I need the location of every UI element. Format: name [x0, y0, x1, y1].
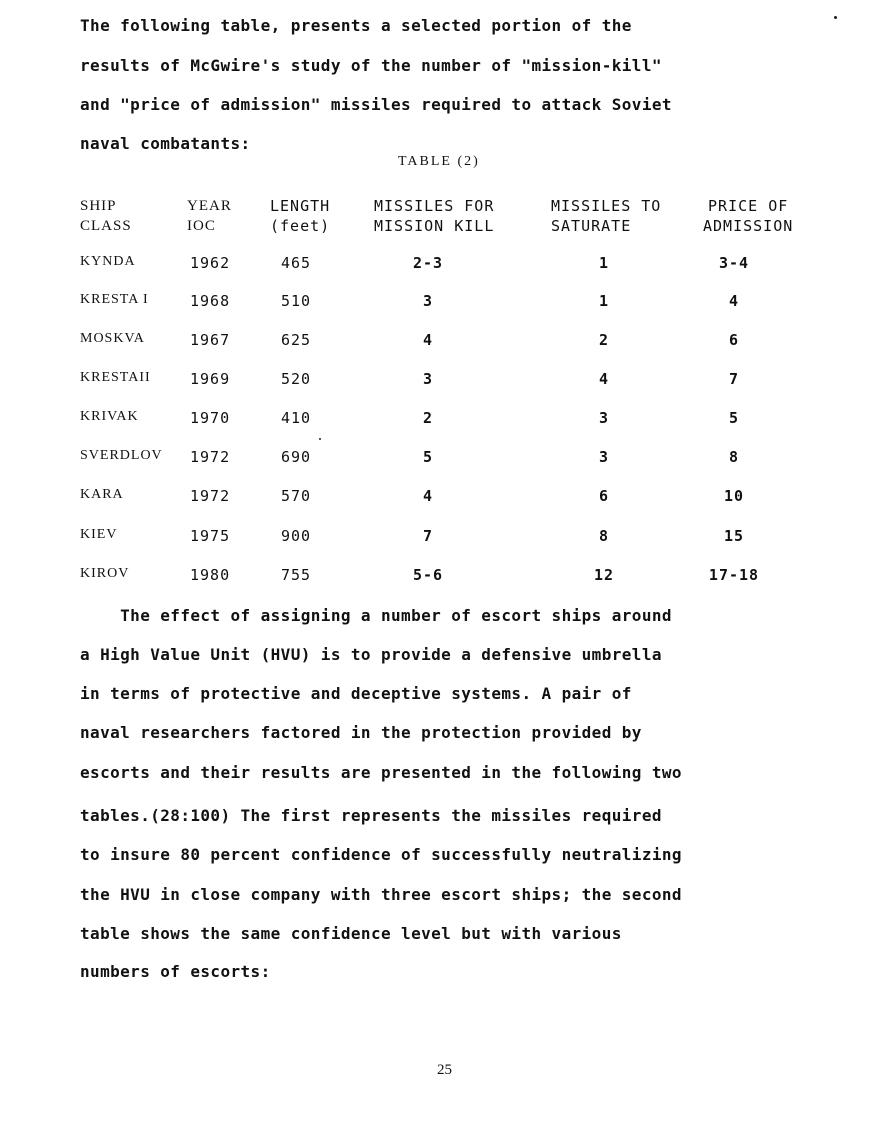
cell-year: 1962 [190, 254, 231, 272]
cell-ship-class: MOSKVA [80, 331, 145, 346]
cell-saturate: 1 [598, 292, 610, 310]
cell-saturate: 12 [593, 566, 615, 584]
scan-speck [834, 16, 837, 19]
cell-year: 1969 [190, 370, 231, 388]
cell-ship-class: KIEV [80, 527, 118, 542]
cell-length: 900 [281, 527, 312, 545]
cell-saturate: 8 [598, 527, 610, 545]
cell-mission-kill: 5 [422, 448, 434, 466]
body-line: naval researchers factored in the protection provided by [80, 723, 642, 742]
cell-length: 465 [281, 254, 312, 272]
body-line: escorts and their results are presented in the following two [80, 763, 682, 782]
cell-mission-kill: 2-3 [412, 254, 444, 272]
scan-speck [319, 438, 321, 440]
cell-ship-class: SVERDLOV [80, 448, 163, 463]
header-length: LENGTH (feet) [270, 197, 331, 235]
table-row [0, 566, 889, 586]
cell-length: 510 [281, 292, 312, 310]
cell-price: 5 [728, 409, 740, 427]
cell-length: 690 [281, 448, 312, 466]
cell-year: 1972 [190, 448, 231, 466]
header-year: YEAR IOC [187, 198, 232, 234]
cell-price: 4 [728, 292, 740, 310]
cell-mission-kill: 2 [422, 409, 434, 427]
cell-ship-class: KRESTAII [80, 370, 151, 385]
table-row [0, 331, 889, 351]
body-line: in terms of protective and deceptive systems. A pair of [80, 684, 632, 703]
cell-year: 1967 [190, 331, 231, 349]
cell-price: 17-18 [708, 566, 760, 584]
cell-length: 520 [281, 370, 312, 388]
cell-price: 8 [728, 448, 740, 466]
cell-mission-kill: 5-6 [412, 566, 444, 584]
cell-price: 7 [728, 370, 740, 388]
table-row [0, 254, 889, 274]
cell-mission-kill: 7 [422, 527, 434, 545]
cell-mission-kill: 4 [422, 487, 434, 505]
cell-year: 1975 [190, 527, 231, 545]
header-mission-kill: MISSILES FOR MISSION KILL [374, 197, 495, 235]
cell-year: 1970 [190, 409, 231, 427]
cell-saturate: 3 [598, 448, 610, 466]
table-row [0, 292, 889, 312]
cell-year: 1968 [190, 292, 231, 310]
cell-mission-kill: 3 [422, 370, 434, 388]
cell-price: 15 [723, 527, 745, 545]
body-line: numbers of escorts: [80, 962, 271, 981]
cell-saturate: 2 [598, 331, 610, 349]
cell-ship-class: KIROV [80, 566, 130, 581]
body-line: The effect of assigning a number of escort ships around [80, 606, 672, 625]
cell-ship-class: KRIVAK [80, 409, 139, 424]
cell-saturate: 1 [598, 254, 610, 272]
cell-saturate: 6 [598, 487, 610, 505]
body-line: tables.(28:100) The first represents the missiles required [80, 806, 662, 825]
table-row [0, 487, 889, 507]
cell-price: 10 [723, 487, 745, 505]
cell-mission-kill: 4 [422, 331, 434, 349]
body-line: table shows the same confidence level but with various [80, 924, 622, 943]
body-line: to insure 80 percent confidence of successfully neutralizing [80, 845, 682, 864]
intro-line: The following table, presents a selected portion of the [80, 16, 632, 35]
body-line: the HVU in close company with three escort ships; the second [80, 885, 682, 904]
table-title: TABLE (2) [398, 154, 480, 169]
cell-price: 3-4 [718, 254, 750, 272]
cell-price: 6 [728, 331, 740, 349]
intro-line: and "price of admission" missiles required to attack Soviet [80, 95, 672, 114]
table-row [0, 370, 889, 390]
cell-ship-class: KARA [80, 487, 124, 502]
body-line: a High Value Unit (HVU) is to provide a defensive umbrella [80, 645, 662, 664]
intro-line: naval combatants: [80, 134, 251, 153]
header-saturate: MISSILES TO SATURATE [551, 197, 662, 235]
header-price: PRICE OF ADMISSION [703, 197, 794, 235]
cell-saturate: 4 [598, 370, 610, 388]
cell-year: 1972 [190, 487, 231, 505]
cell-length: 755 [281, 566, 312, 584]
cell-length: 570 [281, 487, 312, 505]
cell-ship-class: KYNDA [80, 254, 136, 269]
header-ship-class: SHIP CLASS [80, 198, 132, 234]
cell-length: 410 [281, 409, 312, 427]
cell-saturate: 3 [598, 409, 610, 427]
cell-length: 625 [281, 331, 312, 349]
table-row [0, 448, 889, 468]
intro-line: results of McGwire's study of the number of "mission-kill" [80, 56, 662, 75]
page-number: 25 [437, 1062, 452, 1078]
table-row [0, 527, 889, 547]
cell-mission-kill: 3 [422, 292, 434, 310]
table-row [0, 409, 889, 429]
cell-year: 1980 [190, 566, 231, 584]
cell-ship-class: KRESTA I [80, 292, 149, 307]
